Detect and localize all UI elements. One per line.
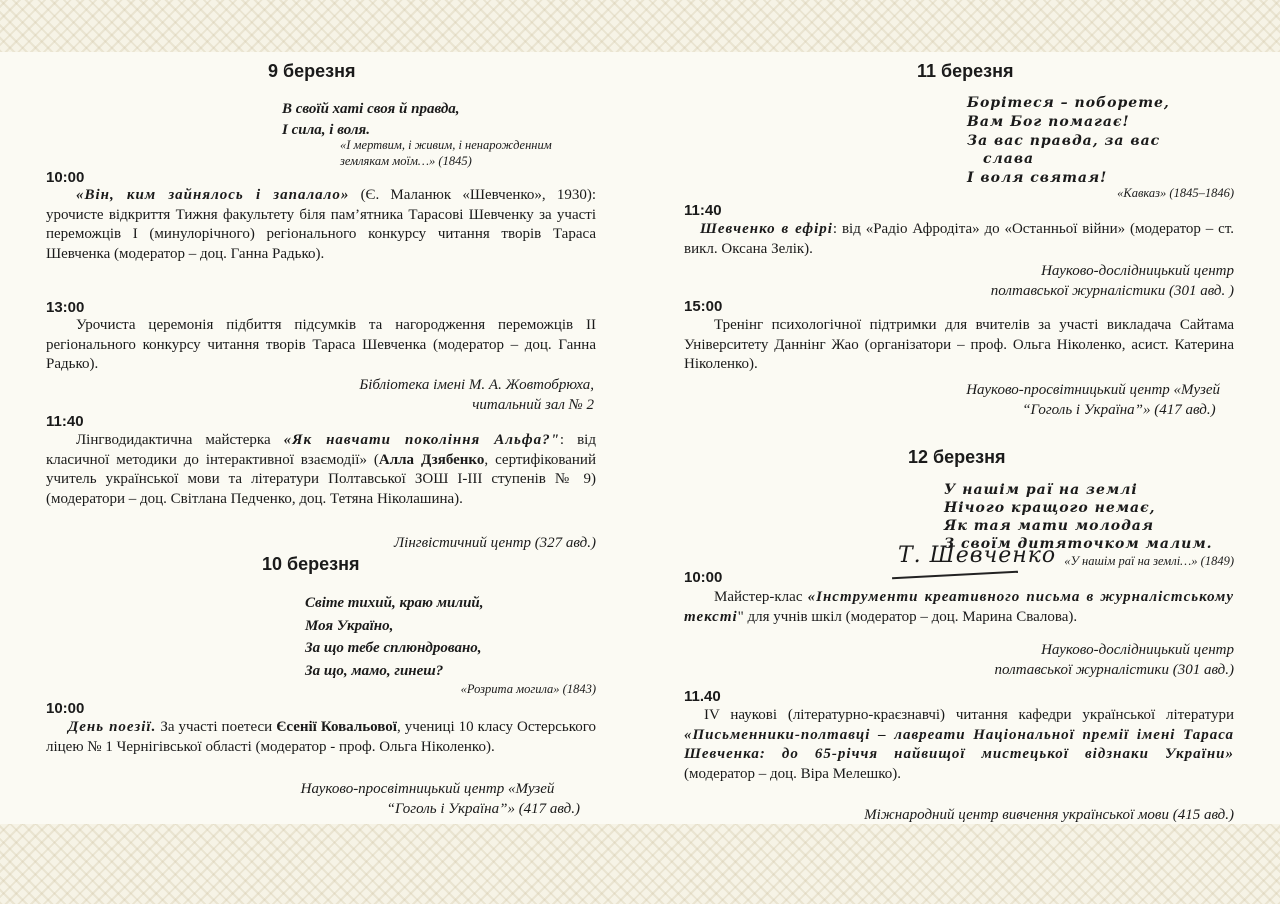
event-text: : від «Радіо Афродіта» до «Останньої війни» (модератор – ст. викл. Оксана Зелік). (684, 221, 1234, 257)
location-line: “Гоголь і Україна”» (417 авд.) (1022, 401, 1216, 418)
event-description (46, 186, 596, 264)
event-description (684, 316, 1234, 375)
event-title: «Він, ким зайнялось і запалало» (76, 187, 350, 203)
epigraph-line: І воля святая! (967, 170, 1108, 187)
day-10-epigraph (305, 592, 484, 682)
event-time: 10:00 (46, 700, 85, 717)
event-description (46, 431, 596, 509)
location-line: Лінгвістичний центр (327 авд.) (394, 535, 596, 551)
top-ornament-border (0, 0, 1280, 52)
epigraph-line: Світе тихий, краю милий, (305, 595, 484, 611)
event-location (301, 780, 580, 819)
epigraph-line: У нашім раї на землі (944, 482, 1138, 498)
event-time: 11.40 (684, 688, 721, 705)
event-time: 10:00 (46, 169, 85, 186)
event-title: «Письменники-полтавці – лавреати Національної премії імені Тараса Шевченка: до 65-річчя найвищої мистецької відзнаки України» (684, 726, 1234, 762)
event-text: : від класичної методики до інтерактивної взаємодії» ( (46, 432, 596, 468)
day-11-epigraph (967, 94, 1170, 188)
event-text: (модератор – доц. Віра Мелешко). (684, 765, 901, 782)
event-location (995, 641, 1234, 680)
event-prefix: IV наукові (літературно-краєзнавчі) читання кафедри української літератури (704, 707, 1234, 723)
epigraph-line: слава (983, 151, 1035, 168)
epigraph-line: Моя Україно, (305, 617, 394, 634)
epigraph-line: Вам Бог помагає! (967, 113, 1130, 130)
epigraph-line: Борітеся – поборете, (967, 95, 1170, 111)
event-prefix: Лінгводидактична майстерка (76, 432, 284, 448)
epigraph-line: За що тебе сплюндровано, (305, 640, 482, 656)
event-location (966, 381, 1220, 420)
epigraph-line: За що, мамо, гинеш? (305, 662, 444, 679)
event-title: День поезії. (68, 719, 157, 735)
day-11-title: 11 березня (917, 61, 1014, 81)
event-time: 13:00 (46, 299, 85, 316)
epigraph-source-line: землякам моїм…» (1845) (340, 154, 472, 168)
day-10-title: 10 березня (262, 554, 360, 574)
event-title: Шевченко в ефірі (700, 221, 833, 237)
event-location (864, 806, 1234, 826)
day-9-epigraph-source (340, 137, 552, 169)
speaker-name: Єсенії Ковальової (276, 719, 397, 735)
day-10-epigraph-source: «Розрита могила» (1843) (460, 682, 596, 696)
event-description (684, 588, 1234, 627)
event-text: , учениці 10 класу Остерського ліцею № 1 Чернігівської області (модератор - проф. Ольга Ніколенко). (46, 719, 597, 755)
epigraph-source-line: «І мертвим, і живим, і ненарожденним (340, 138, 552, 152)
event-time: 10:00 (684, 569, 723, 586)
event-description (46, 316, 596, 375)
event-text: Тренінг психологічної підтримки для вчителів за участі викладача Сайтама Університету Даннінг Жао (організатори – проф. Ольга Ніколенко, асист. Катерина Ніколенко). (684, 317, 1234, 372)
location-line: полтавської журналістики (301 авд. ) (990, 282, 1234, 299)
event-time: 15:00 (684, 298, 723, 315)
location-line: Міжнародний центр вивчення української мови (415 авд.) (864, 807, 1234, 823)
location-line: читальний зал № 2 (472, 396, 594, 413)
epigraph-line: І сила, і воля. (282, 122, 371, 138)
event-location (394, 534, 596, 554)
epigraph-line: За вас правда, за вас (967, 132, 1161, 149)
event-time: 11:40 (46, 413, 84, 430)
day-11-epigraph-source: «Кавказ» (1845–1846) (1117, 186, 1234, 200)
event-text: " для учнів шкіл (модератор – доц. Марина Свалова). (737, 608, 1078, 625)
bottom-ornament-border (0, 824, 1280, 904)
event-description (684, 220, 1234, 259)
location-line: Науково-дослідницький центр (1041, 642, 1234, 658)
day-12-title: 12 березня (908, 447, 1006, 467)
location-line: Бібліотека імені М. А. Жовтобрюха, (359, 377, 594, 393)
event-location (359, 376, 594, 415)
event-time: 11:40 (684, 202, 722, 219)
event-title: «Інструменти креативного письма в журналістському тексті (684, 589, 1234, 625)
signature-underline (892, 571, 1018, 580)
epigraph-line: Нічого кращого немає, (944, 500, 1156, 516)
location-line: “Гоголь і Україна”» (417 авд.) (386, 800, 580, 817)
day-12-epigraph-source: «У нашім раї на землі…» (1849) (1064, 554, 1234, 568)
event-text: За участі поетеси (156, 719, 277, 735)
location-line: Науково-просвітницький центр «Музей (300, 781, 555, 797)
event-prefix: Майстер-клас (714, 589, 808, 605)
speaker-name: Алла Дзябенко (378, 451, 485, 468)
shevchenko-signature: Т. Шевченко (898, 543, 1057, 568)
day-9-epigraph (282, 99, 460, 141)
event-location (991, 262, 1234, 301)
event-text: Урочиста церемонія підбиття підсумків та нагородження переможців ІІ регіонального конкурсу читання творів Тараса Шевченка (модератор – доц. Ганна Радько). (46, 317, 596, 372)
event-text: , сертифікований учитель української мови та літератури Полтавської ЗОШ І-ІІІ ступенів № 9) (модератори – доц. Світлана Педченко, доц. Тетяна Ніколашина). (46, 451, 596, 507)
location-line: Науково-просвітницький центр «Музей (966, 382, 1220, 398)
event-text: (Є. Маланюк «Шевченко», 1930): урочисте відкриття Тижня факультету біля пам’ятника Тарасові Шевченку за участі переможців І (минулорічного) регіонального конкурсу читання творів Тараса Шевченка (модератор – доц. Ганна Радько). (46, 187, 596, 262)
location-line: полтавської журналістики (301 авд.) (994, 661, 1234, 678)
event-title: «Як навчати покоління Альфа?" (283, 432, 560, 448)
epigraph-line: З своїм дитяточком малим. (944, 536, 1213, 552)
location-line: Науково-дослідницький центр (1041, 263, 1234, 279)
epigraph-line: В своїй хаті своя й правда, (282, 101, 460, 117)
epigraph-line: Як тая мати молодая (944, 518, 1155, 534)
event-description (684, 706, 1234, 784)
event-description (46, 718, 596, 757)
day-9-title: 9 березня (268, 61, 356, 81)
